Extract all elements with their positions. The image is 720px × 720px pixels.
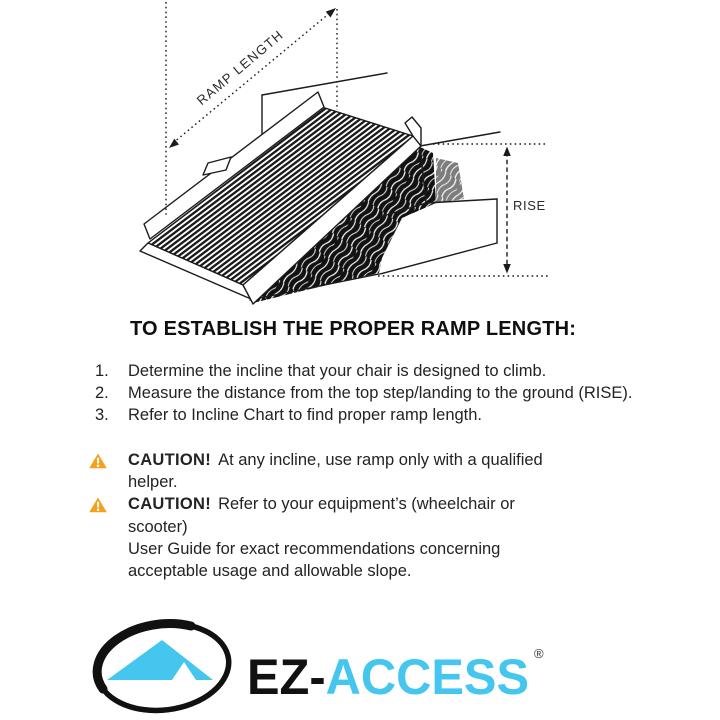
ramp-diagram xyxy=(0,0,720,312)
rise-arrowhead-top xyxy=(503,147,511,157)
list-item-text: Determine the incline that your chair is designed to climb. xyxy=(128,362,547,380)
caution-text xyxy=(128,493,568,582)
ez-access-logo xyxy=(85,610,555,720)
logo-text-access: ACCESS xyxy=(325,649,534,705)
instruction-list xyxy=(95,360,632,427)
caution-line: helper. xyxy=(128,473,178,492)
list-item-number: 1. xyxy=(95,362,109,380)
logo-text-ez: EZ- xyxy=(247,649,328,705)
logo-ramp-triangle-icon xyxy=(107,640,213,680)
list-item-text: Refer to Incline Chart to find proper ramp length. xyxy=(128,406,483,425)
logo-wordmark xyxy=(247,649,534,705)
list-item xyxy=(95,360,632,382)
caution-line: User Guide for exact recommendations concerning xyxy=(128,539,501,558)
list-item xyxy=(95,404,632,426)
page-title: TO ESTABLISH THE PROPER RAMP LENGTH: xyxy=(130,318,577,340)
caution-text xyxy=(128,449,568,493)
warning-icon xyxy=(88,452,108,470)
caution-line: Refer to your equipment’s (wheelchair or scooter) xyxy=(128,495,515,536)
caution-label: CAUTION! xyxy=(128,495,212,514)
list-item-number: 3. xyxy=(95,406,109,425)
registered-trademark-icon: ® xyxy=(534,646,544,661)
caution-line: At any incline, use ramp only with a qualified xyxy=(218,451,543,469)
caution-item xyxy=(88,493,568,582)
list-item xyxy=(95,382,632,404)
list-item-number: 2. xyxy=(95,384,109,403)
ramp-length-label: RAMP LENGTH xyxy=(193,27,287,109)
caution-label: CAUTION! xyxy=(128,451,212,469)
caution-list xyxy=(88,449,568,582)
warning-icon xyxy=(88,496,108,514)
caution-item xyxy=(88,449,568,493)
ramp-length-arrowhead-top xyxy=(326,8,336,18)
rise-label: RISE xyxy=(513,198,546,213)
rise-arrowhead-bottom xyxy=(503,264,511,274)
list-item-text: Measure the distance from the top step/landing to the ground (RISE). xyxy=(128,384,633,403)
pencil-shading-step-face xyxy=(436,158,464,203)
caution-line: acceptable usage and allowable slope. xyxy=(128,562,412,581)
